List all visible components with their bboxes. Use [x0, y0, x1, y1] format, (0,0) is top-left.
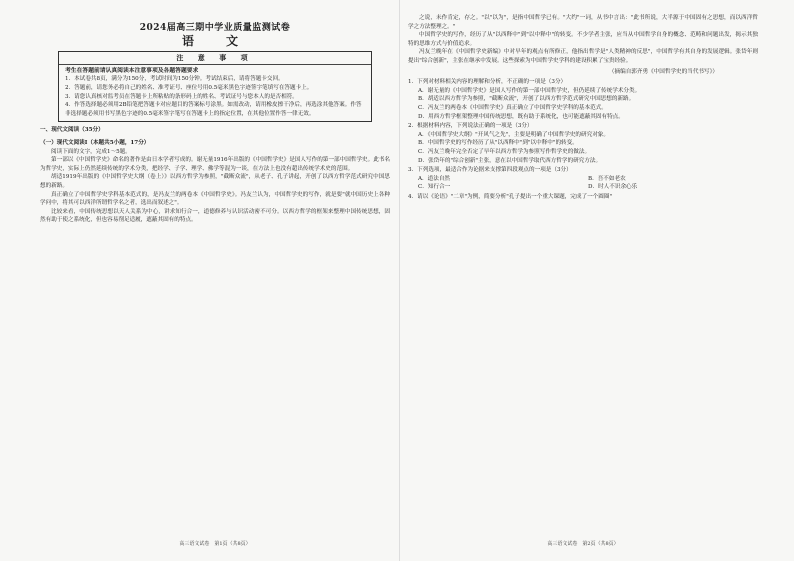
question-stem: 1．下列对材料相关内容的理解和分析，不正确的一项是（3分）	[408, 79, 567, 86]
option-b: B．胡适以西方哲学为参照，"截断众流"，开创了以西方哲学范式研究中国思想的新路。	[418, 96, 635, 103]
notice-item: 3．请您认真核对监考员在答题卡上所粘贴的条形码上的姓名、考试证号与您本人的是否相符。	[65, 93, 298, 100]
option-c: C．知行合一	[418, 184, 451, 191]
option-c: C．冯友兰晚年完全否定了早年以西方哲学为参照写作哲学史的做法。	[418, 148, 591, 155]
notice-item: 2．答题前，请您务必将自己的姓名、准考证号、座位号用0.5毫米黑色字迹签字笔填写在答题卡上。	[65, 84, 313, 91]
subject-title: 语 文	[181, 33, 248, 48]
page-footer: 高三语文试卷 第2页（共8页）	[547, 541, 619, 548]
exam-title: 2024届高三期中学业质量监测试卷	[139, 23, 291, 33]
passage-paragraph: 真正确立了中国哲学史学科基本范式的，是冯友兰的两卷本《中国哲学史》。冯友兰认为，中国哲学史的写作，就是要"就中国历史上各种学问中，将其可以西洋所谓哲学名之者，选出而叙述之"。	[40, 191, 390, 207]
notice-head: 考生在答题前请认真阅读本注意事项及各题答题要求	[65, 67, 199, 74]
reading-instruction: 阅读下面的文字，完成1～5题。	[51, 148, 131, 155]
notice-item: 4．作答选择题必须用2B铅笔把答题卡对应题目的答案标号涂黑。如需改动，请用橡皮擦干净后，再选涂其他答案。作答非选择题必须用书写黑色字迹的0.5毫米签字笔写在答题卡上的指定位置，在其他位置作答一律无效。	[65, 102, 362, 117]
option-d: D．用西方哲学框架整理中国传统思想，既有助于系统化，也可能遮蔽其固有特点。	[418, 113, 624, 120]
option-b: B．吾不如老农	[588, 175, 626, 182]
left-page	[40, 14, 390, 549]
question-3	[408, 166, 758, 192]
question-4	[408, 193, 758, 202]
passage-paragraph: 冯友兰晚年在《中国哲学史新编》中对早年的观点有所修正，他指出哲学是"人类精神的反思"，中国哲学有其自身的发展逻辑。张岱年则提出"综合创新"，主张在继承中发展。这些探索为中国哲学史学科的建设积累了宝贵经验。	[408, 49, 758, 64]
section-heading: 一、现代文阅读（35分）	[40, 127, 104, 134]
question-stem: 2．根据材料内容，下列说法正确的一项是（3分）	[408, 123, 533, 130]
option-row	[418, 175, 758, 184]
option-b: B．中国哲学史的写作经历了从"以西释中"到"以中释中"的转变。	[418, 140, 578, 147]
option-a: A．《中国哲学史大纲》"开风气之先"，主要是明确了中国哲学史的研究对象。	[418, 131, 609, 138]
right-page	[408, 14, 758, 549]
option-a: A．谢无量的《中国哲学史》是国人写作的第一部中国哲学史，但仍延续了传统学术分类。	[418, 87, 641, 94]
passage-paragraph: 之说，未作肯定，存之。"以"以为"，是指中国哲学已有。"大约"一词，从书中言出："此书所说，大半源于中国固有之思想，而以西洋哲学之方法整理之。"	[408, 15, 758, 30]
passage-paragraph: 第一部以《中国哲学史》命名的著作是由日本学者写成的。谢无量1916年出版的《中国哲学史》是国人写作的第一部中国哲学史。此书名为哲学史，实际上仍然延续传统的学术分类，把经学、子学、理学、佛学等混为一谈，在方法上也没有超出传统学术史的范围。	[40, 157, 390, 172]
option-a: A．道法自然	[418, 175, 451, 182]
passage-paragraph: 比较来看，中国传统思想以天人关系为中心，讲求知行合一，道德修养与认识活动密不可分。以西方哲学的框架来整理中国传统思想，固然有助于使之系统化，但也容易削足适履，遮蔽其固有的特点。	[40, 208, 390, 224]
passage-paragraph: 胡适1919年出版的《中国哲学史大纲（卷上）》以西方哲学为参照，"截断众流"，从老子、孔子讲起，开创了以西方哲学范式研究中国思想的新路。	[40, 174, 390, 189]
page-footer: 高三语文试卷 第1页（共8页）	[179, 541, 251, 548]
subsection-heading: （一）现代文阅读Ⅰ（本题共5小题，17分）	[40, 139, 150, 146]
notice-title: 注 意 事 项	[59, 54, 371, 65]
question-1	[408, 78, 758, 121]
question-2	[408, 122, 758, 165]
passage-paragraph: 中国哲学史的写作，经历了从"以西释中"到"以中释中"的转变。不少学者主张，应当从中国哲学自身的概念、范畴和问题出发，揭示其独特的思维方式与价值追求。	[408, 32, 758, 47]
question-stem: 4．请以《论语》"二章"为例，简要分析"孔子提出一个重大课题，完成了一个圆圈"	[408, 193, 613, 200]
option-row	[418, 183, 758, 192]
passage-source: （摘编自郭齐勇《中国哲学史的当代书写》）	[608, 68, 718, 75]
option-d: D．时人不识余心乐	[588, 184, 638, 191]
page-fold-line	[399, 0, 400, 561]
notice-item: 1．本试卷共8页，满分为150分，考试时间为150分钟。考试结束后，请将答题卡交回。	[65, 76, 284, 83]
option-d: D．张岱年的"综合创新"主张，意在以中国哲学取代西方哲学的研究方法。	[418, 157, 602, 164]
notice-box	[58, 51, 372, 122]
question-stem: 3．下列选项，最适合作为论据来支撑第四段观点的一项是（3分）	[408, 167, 572, 174]
option-c: C．冯友兰的两卷本《中国哲学史》真正确立了中国哲学史学科的基本范式。	[418, 104, 607, 111]
